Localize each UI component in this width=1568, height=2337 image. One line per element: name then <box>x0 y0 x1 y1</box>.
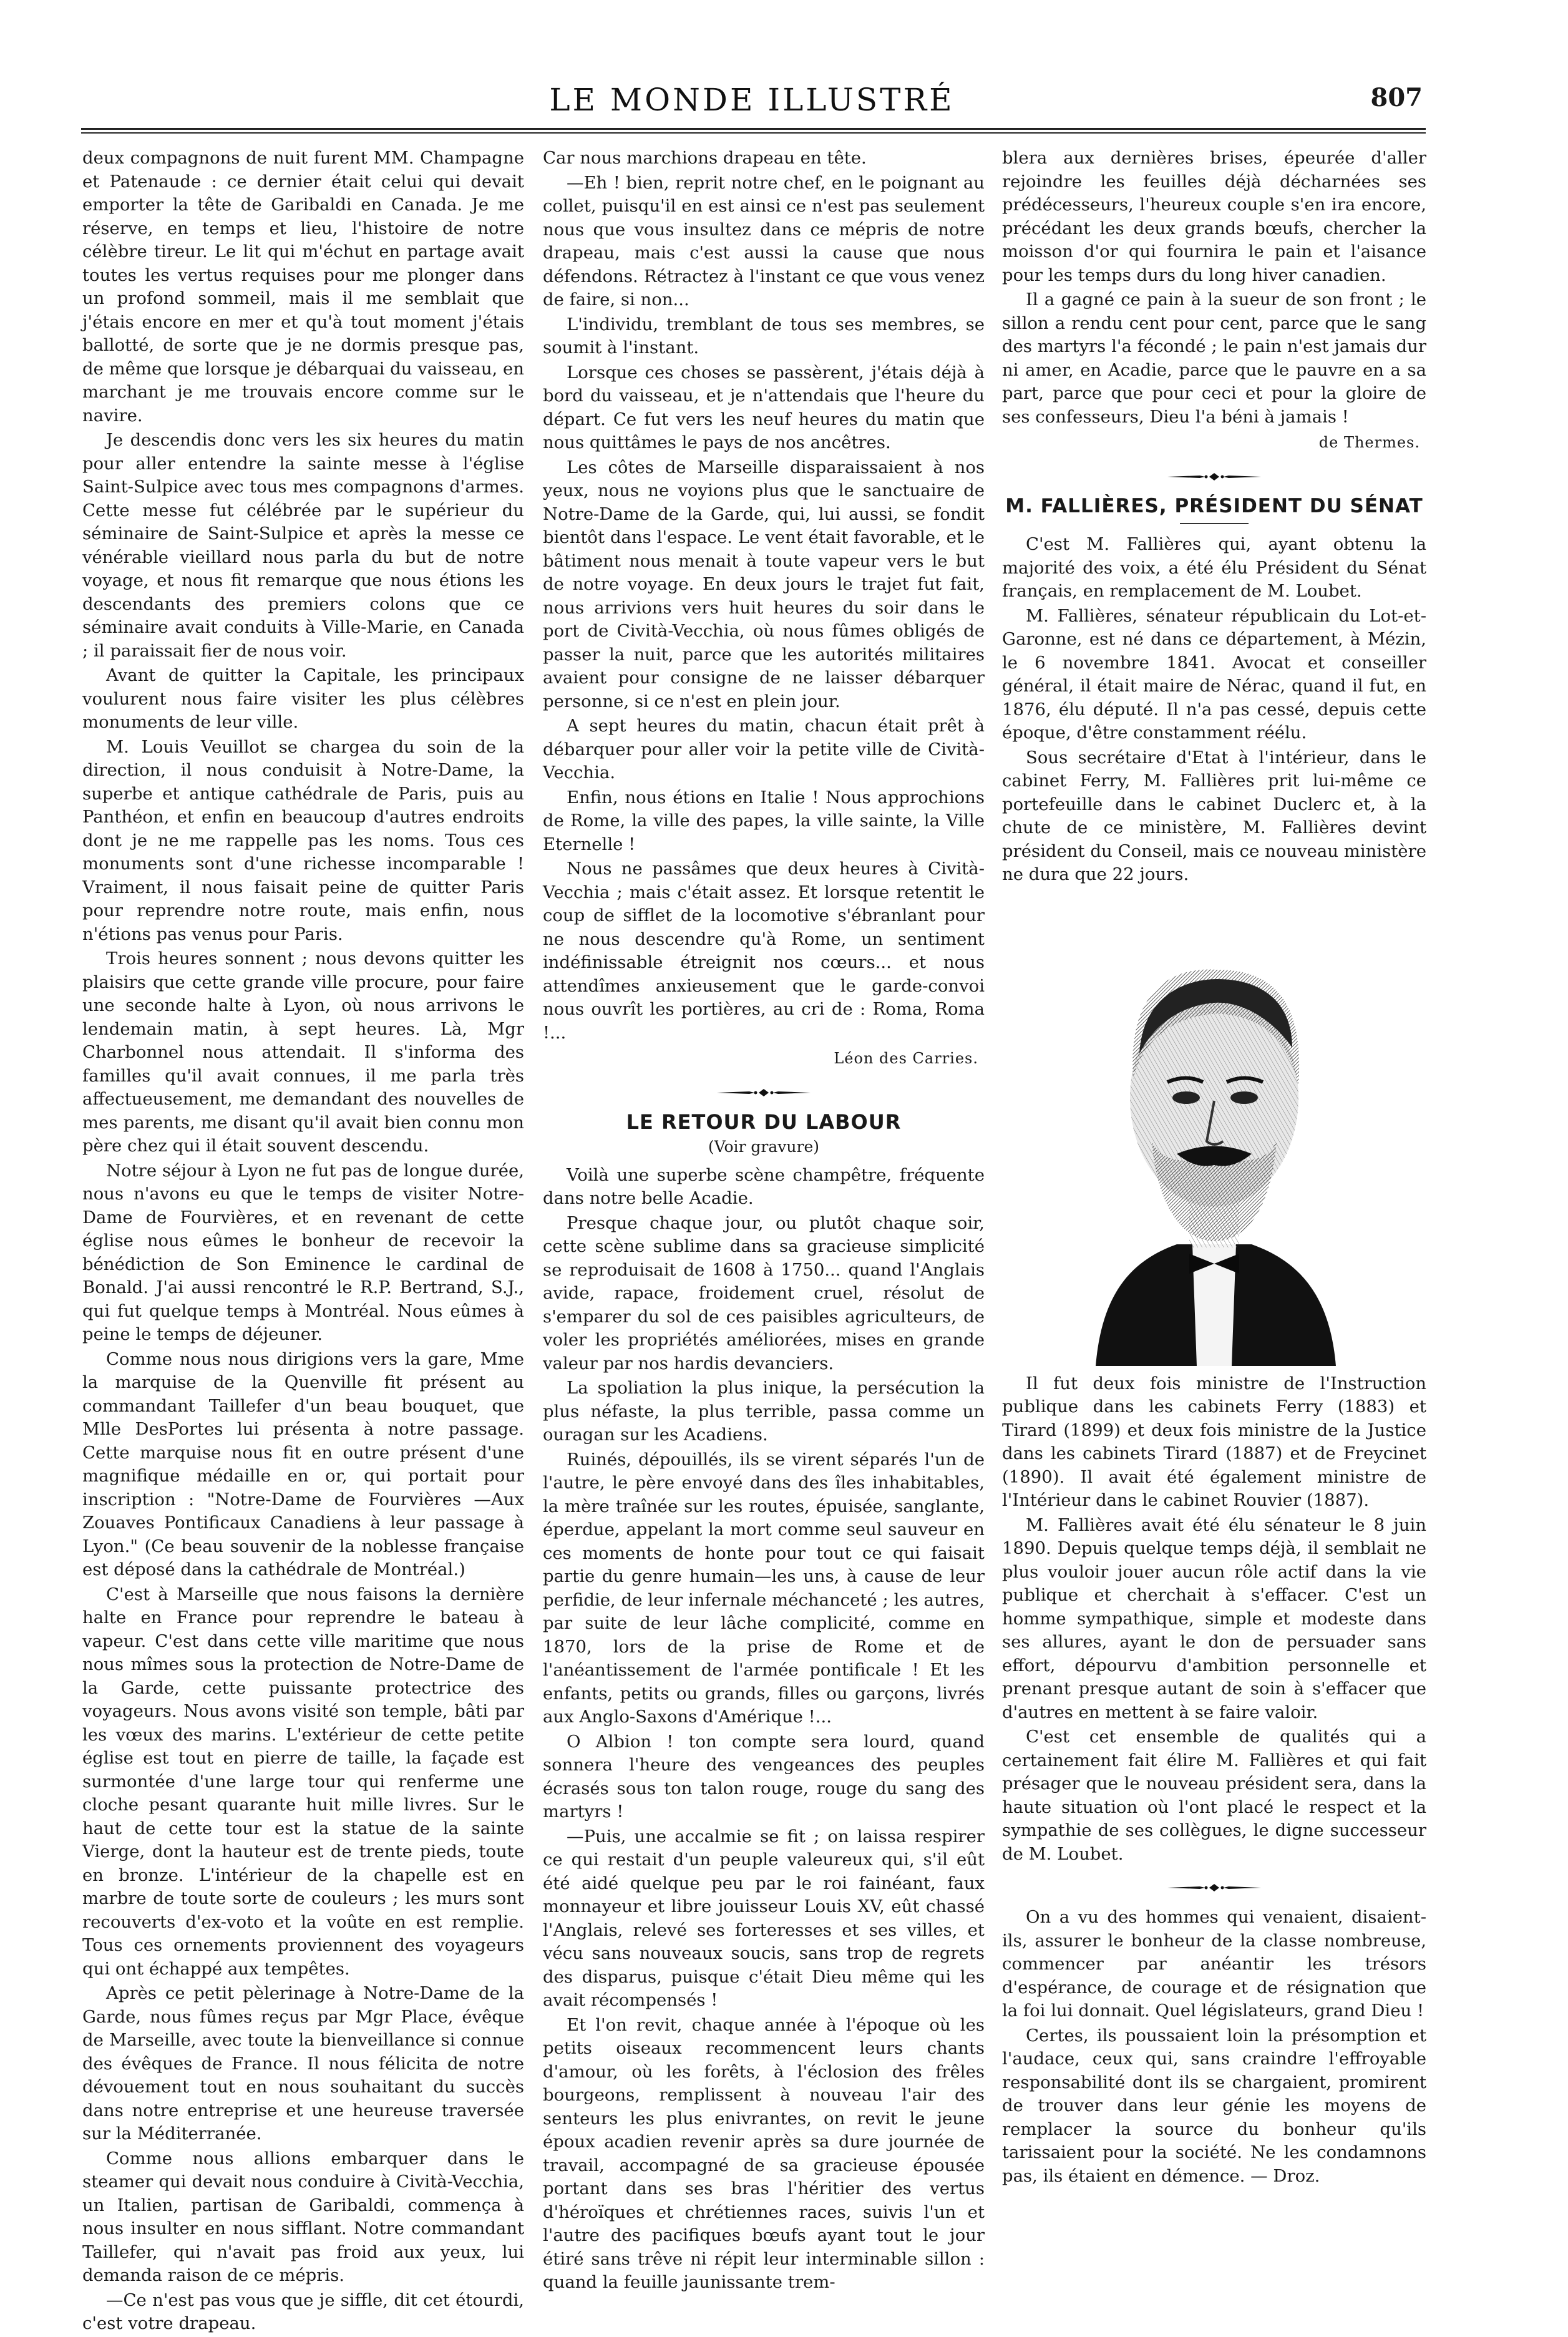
paragraph: Trois heures sonnent ; nous devons quitter les plaisirs que cette grande ville procure, pour faire une seconde halte à Lyon, où nous arrivons le lendemain matin, à sept heures. Là, Mgr Charbonnel nous attendait. Il s'informa des familles qu'il avait connues, il me parla très affectueusement, me demandant des nouvelles de mes parents, me disant qu'il avait bien connu mon père chez qui il était souvent descendu. <box>82 949 524 1156</box>
publication-title: LE MONDE ILLUSTRÉ <box>549 82 955 118</box>
paragraph: C'est M. Fallières qui, ayant obtenu la majorité des voix, a été élu Président du Sénat français, en remplacement de M. Loubet. <box>1002 534 1426 601</box>
paragraph: Les côtes de Marseille disparaissaient à nos yeux, nous ne voyions plus que le sanctuaire de Notre-Dame de la Garde, qui, lui aussi, se fondit bientôt dans l'espace. Le vent était favorable, et le bâtiment nous menait à toute vapeur vers le but de notre voyage. En deux jours le trajet fut fait, nous arrivions vers huit heures du soir dans le port de Cività-Vecchia, où nous fûmes obligés de passer la nuit, parce que les autorités militaires avaient pour consigne de ne laisser débarquer personne, si ce n'est en plein jour. <box>543 457 985 711</box>
paragraph: Avant de quitter la Capitale, les principaux voulurent nous faire visiter les plus célèbres monuments de leur ville. <box>82 665 524 732</box>
ornament-divider-icon <box>1167 472 1261 481</box>
paragraph: O Albion ! ton compte sera lourd, quand sonnera l'heure des vengeances des peuples écrasés sous ton talon rouge, rouge du sang des martyrs ! <box>543 1731 985 1822</box>
paragraph: On a vu des hommes qui venaient, disaient-ils, assurer le bonheur de la classe nombreuse, commencer par anéantir les trésors d'espérance, de courage et de résignation que la foi lui donnait. Quel législateurs, grand Dieu ! <box>1002 1907 1426 2021</box>
paragraph: Je descendis donc vers les six heures du matin pour aller entendre la sainte messe à l'église Saint-Sulpice avec tous mes compagnons d'armes. Cette messe fut célébrée par le supérieur du séminaire de Saint-Sulpice et après la messe ce vénérable vieillard nous parla du but de notre voyage, et nous fit remarque que nous étions les descendants des premiers colons que ce séminaire avait conduits à Ville-Marie, en Canada ; il paraissait fier de nous voir. <box>82 430 524 661</box>
article-title-retour-du-labour: LE RETOUR DU LABOUR <box>626 1110 902 1134</box>
paragraph: Après ce petit pèlerinage à Notre-Dame de la Garde, nous fûmes reçus par Mgr Place, évêque de Marseille, avec toute la bienveillance si connue des évêques de France. Il nous félicita de notre dévouement tout en nous souhaitant du succès dans notre entreprise et une heureuse traversée sur la Méditerranée. <box>82 1983 524 2144</box>
paragraph: Ruinés, dépouillés, ils se virent séparés l'un de l'autre, le père envoyé dans des îles inhabitables, la mère traînée sur les routes, épuisée, sanglante, éperdue, appelant la mort comme seul sauveur en ces moments de honte pour tout ce qui faisait partie du genre humain—les uns, à cause de leur perfidie, de leur infernale méchanceté ; les autres, par suite de leur lâche complicité, comme en 1870, lors de la prise de Rome et de l'anéantissement de l'armée pontificale ! Et les enfants, petits ou grands, filles ou garçons, livrés aux Anglo-Saxons d'Amérique !... <box>543 1449 985 1727</box>
paragraph: Il fut deux fois ministre de l'Instruction publique dans les cabinets Ferry (1883) et Tirard (1899) et deux fois ministre de la Justice dans les cabinets Tirard (1887) et de Freycinet (1890). Il avait été également ministre de l'Intérieur dans le cabinet Rouvier (1887). <box>1002 1373 1426 1510</box>
paragraph: La spoliation la plus inique, la persécution la plus néfaste, la plus terrible, passa comme un ouragan sur les Acadiens. <box>543 1378 985 1445</box>
paragraph: Car nous marchions drapeau en tête. <box>543 148 867 168</box>
paragraph: M. Louis Veuillot se chargea du soin de la direction, il nous conduisit à Notre-Dame, la superbe et antique cathédrale de Paris, puis au Panthéon, et enfin en beaucoup d'autres endroits dont je ne me rappelle pas les noms. Tous ces monuments sont d'une richesse incomparable ! Vraiment, il nous faisait peine de quitter Paris pour reprendre notre route, mais enfin, nous n'étions pas venus pour Paris. <box>82 736 524 944</box>
column-1 <box>82 147 524 2337</box>
column-3 <box>1002 147 1426 2189</box>
paragraph: —Ce n'est pas vous que je siffle, dit cet étourdi, c'est votre drapeau. <box>82 2290 524 2333</box>
paragraph: L'individu, tremblant de tous ses membres, se soumit à l'instant. <box>543 314 985 358</box>
paragraph: Sous secrétaire d'Etat à l'intérieur, dans le cabinet Ferry, M. Fallières prit lui-même ce portefeuille dans le cabinet Duclerc et, à la chute de ce ministère, M. Fallières devint président du Conseil, mais ce nouveau ministère ne dura que 22 jours. <box>1002 747 1426 884</box>
paragraph: —Eh ! bien, reprit notre chef, en le poignant au collet, puisqu'il en est ainsi ce n'est pas seulement nous que vous insultez dans ce mépris de notre drapeau, mais c'est aussi la cause que nous défendons. Rétractez à l'instant ce que vous venez de faire, si non... <box>543 172 985 310</box>
paragraph: deux compagnons de nuit furent MM. Champagne et Patenaude : ce dernier était celui qui devait emporter la tête de Garibaldi en Canada. Je me réserve, en temps et lieu, l'histoire de notre célèbre tireur. Le lit qui m'échut en partage avait toutes les vertus requises pour me plonger dans un profond sommeil, mais il me semblait que j'étais encore en mer et qu'à tout moment j'étais ballotté, de sorte que je ne dormis presque pas, de même que lorsque je débarquai du vaisseau, en marchant je me trouvais encore comme sur le navire. <box>82 148 525 426</box>
paragraph: Comme nous nous dirigions vers la gare, Mme la marquise de la Quenville fit présent au commandant Taillefer d'un beau bouquet, que Mlle DesPortes lui présenta à notre passage. Cette marquise nous fit en outre présent d'une magnifique médaille en or, qui portait pour inscription : "Notre-Dame de Fourvières —Aux Zouaves Pontificaux Canadiens à leur passage à Lyon." (Ce beau souvenir de la noblesse française est déposé dans la cathédrale de Montréal.) <box>82 1349 524 1579</box>
article-subtitle: (Voir gravure) <box>708 1138 820 1156</box>
ornament-divider-icon <box>717 1088 811 1097</box>
paragraph: A sept heures du matin, chacun était prêt à débarquer pour aller voir la petite ville de Cività-Vecchia. <box>543 716 985 783</box>
portrait-engraving <box>1083 892 1345 1366</box>
header-rule-top <box>81 128 1426 130</box>
paragraph: C'est à Marseille que nous faisons la dernière halte en France pour reprendre le bateau à vapeur. C'est dans cette ville maritime que nous nous mîmes sous la protection de Notre-Dame de la Garde, cette puissante protectrice des voyageurs. Nous avons visité son temple, bâti par les vœux des marins. L'extérieur de cette petite église est tout en pierre de taille, la façade est surmontée d'une large tour qui renferme une cloche pesant quarante huit mille livres. Sur le haut de cette tour est la statue de la sainte Vierge, dont la hauteur est de trente pieds, toute en bronze. L'intérieur de la chapelle est en marbre de toute sorte de couleurs ; les murs sont recouverts d'ex-voto et la voûte en est remplie. Tous ces ornements proviennent des voyageurs qui ont échappé aux tempêtes. <box>82 1584 524 1979</box>
paragraph: Nous ne passâmes que deux heures à Cività-Vecchia ; mais c'était assez. Et lorsque retentit le coup de sifflet de la locomotive s'ébranlant pour ne nous descendre qu'à Rome, un sentiment indéfinissable étreignit nos cœurs... et nous attendîmes anxieusement que le garde-convoi nous ouvrît les portières, au cri de : Roma, Roma !... <box>543 859 985 1043</box>
title-underline <box>1180 523 1249 524</box>
page-number: 807 <box>1370 83 1423 112</box>
author-signature: de Thermes. <box>1318 434 1420 451</box>
paragraph: Notre séjour à Lyon ne fut pas de longue durée, nous n'avons eu que le temps de visiter Notre-Dame de Fourvières, et en revenant de cette église nous eûmes le bonheur de recevoir la bénédiction de Son Eminence le cardinal de Bonald. J'ai aussi rencontré le R.P. Bertrand, S.J., qui fut quelque temps à Montréal. Nous eûmes à peine le temps de déjeuner. <box>82 1160 524 1344</box>
paragraph: Il a gagné ce pain à la sueur de son front ; le sillon a rendu cent pour cent, parce que le sang des martyrs l'a fécondé ; le pain n'est jamais dur ni amer, en Acadie, parce que le pauvre en a sa part, parce que pour ceci et pour la gloire de ses confesseurs, Dieu l'a béni à jamais ! <box>1002 290 1426 427</box>
paragraph: M. Fallières, sénateur républicain du Lot-et-Garonne, est né dans ce département, à Mézin, le 6 novembre 1841. Avocat et conseiller général, il était maire de Nérac, quand il fut, en 1876, élu député. Il n'a pas cessé, depuis cette époque, d'être constamment réélu. <box>1002 605 1426 743</box>
paragraph: Comme nous allions embarquer dans le steamer qui devait nous conduire à Cività-Vecchia, un Italien, partisan de Garibaldi, commença à nous insulter en nous sifflant. Notre commandant Taillefer, qui n'avait pas froid aux yeux, lui demanda raison de ce mépris. <box>82 2148 524 2285</box>
paragraph: Lorsque ces choses se passèrent, j'étais déjà à bord du vaisseau, et je n'attendais que l'heure du départ. Ce fut vers les neuf heures du matin que nous quittâmes le pays de nos ancêtres. <box>543 362 985 452</box>
paragraph: Voilà une superbe scène champêtre, fréquente dans notre belle Acadie. <box>543 1164 985 1208</box>
author-signature: Léon des Carries. <box>834 1050 978 1067</box>
article-title-fallieres: M. FALLIÈRES, PRÉSIDENT DU SÉNAT <box>1005 494 1423 517</box>
paragraph: M. Fallières avait été élu sénateur le 8 juin 1890. Depuis quelque temps déjà, il semblait ne plus vouloir jouer aucun rôle actif dans la vie publique et cherchait à s'effacer. C'est un homme sympathique, simple et modeste dans ses allures, ayant le don de persuader sans effort, dépourvu d'ambition personnelle et prenant presque autant de soin à s'effacer que d'autres en mettent à se faire valoir. <box>1002 1515 1426 1722</box>
ornament-divider-icon <box>1167 1883 1261 1892</box>
paragraph: Certes, ils poussaient loin la présomption et l'audace, ceux qui, sans craindre l'effroyable responsabilité dont ils se chargaient, promirent de trouver dans leur génie les moyens de remplacer la source du bonheur qu'ils tarissaient pour la société. Ne les condamnons pas, ils étaient en démence. — Droz. <box>1002 2025 1426 2186</box>
header-rule-bottom <box>81 132 1426 134</box>
column-2 <box>543 147 985 2296</box>
paragraph: —Puis, une accalmie se fit ; on laissa respirer ce qui restait d'un peuple valeureux qui, s'il eût été aidé quelque peu par le roi fainéant, faux monnayeur et libre jouisseur Louis XV, eût chassé l'Anglais, relevé ses forteresses et ses villes, et vécu sans nouveaux soucis, sans trop de regrets des disparus, puisque c'était Dieu même qui les avait récompensés ! <box>543 1826 985 2010</box>
paragraph: C'est cet ensemble de qualités qui a certainement fait élire M. Fallières et qui fait présager que le nouveau président sera, dans la haute situation où l'ont placé le respect et la sympathie de ses collègues, le digne successeur de M. Loubet. <box>1002 1727 1426 1864</box>
paragraph: Presque chaque jour, ou plutôt chaque soir, cette scène sublime dans sa gracieuse simplicité se reproduisait de 1608 à 1750... quand l'Anglais avide, rapace, froidement cruel, résolut de s'emparer du sol de ces paisibles agriculteurs, de voler les propriétés améliorées, mises en grande valeur par nos hardis devanciers. <box>543 1212 985 1373</box>
paragraph: Et l'on revit, chaque année à l'époque où les petits oiseaux recommencent leurs chants d'amour, où les forêts, à l'éclosion des frêles bourgeons, remplissent à nouveau l'air des senteurs les plus enivrantes, on revit le jeune époux acadien revenir après sa dure journée de travail, accompagné de sa gracieuse épousée portant dans ses bras l'héritier des vertus d'héroïques et chrétiennes races, suivis l'un et l'autre des pacifiques bœufs ayant tout le jour étiré sans trêve ni répit leur interminable sillon : quand la feuille jaunissante trem- <box>543 2014 985 2292</box>
paragraph: Enfin, nous étions en Italie ! Nous approchions de Rome, la ville des papes, la ville sainte, la Ville Eternelle ! <box>543 787 985 854</box>
paragraph: blera aux dernières brises, épeurée d'aller rejoindre les feuilles déjà décharnées ses prédécesseurs, l'heureux couple s'en ira encore, précédant les deux grands bœufs, chercher la moisson d'or qui fournira le pain et l'aisance pour les temps durs du long hiver canadien. <box>1002 148 1426 285</box>
masthead <box>81 78 1423 128</box>
